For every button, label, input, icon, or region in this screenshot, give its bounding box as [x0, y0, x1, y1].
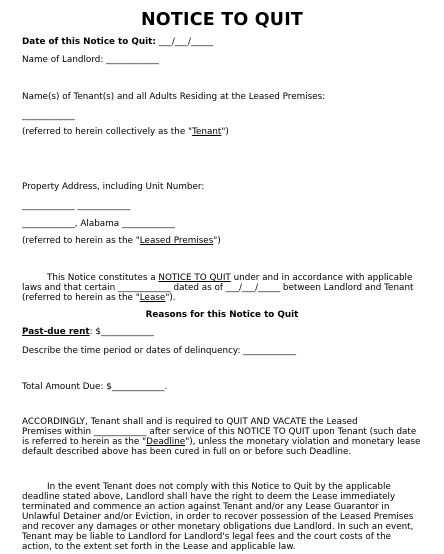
accordingly-line-1: ACCORDINGLY, Tenant shall and is required to QUIT AND VACATE the Leased	[22, 417, 358, 427]
event-paragraph	[22, 482, 422, 552]
past-due-rent-label: Past-due rent	[22, 327, 90, 337]
accordingly-paragraph	[22, 417, 422, 457]
document-title: NOTICE TO QUIT	[140, 10, 304, 30]
lease-defined-term: Lease	[139, 293, 166, 303]
tenant-defined-term: Tenant	[192, 127, 222, 137]
event-line-3: terminated and commence an action against Tenant and/or any Lease Guarantor in	[22, 502, 390, 512]
total-amount-due-field[interactable]: Total Amount Due: $____________.	[22, 382, 168, 392]
event-line-5: and recover any damages or other monetary obligations due Landlord. In such an event,	[22, 522, 414, 532]
tenant-reference-suffix: ")	[221, 127, 229, 137]
tenant-names-field[interactable]: ____________	[22, 111, 75, 121]
city-state-zip-field[interactable]: ____________, Alabama ____________	[22, 219, 175, 229]
property-address-field[interactable]: ____________ ____________	[22, 201, 131, 211]
intro-line-3: (referred to herein as the "Lease").	[22, 293, 176, 303]
notice-to-quit-term: NOTICE TO QUIT	[158, 273, 231, 283]
premises-reference-line	[22, 236, 221, 246]
delinquency-period-field[interactable]: Describe the time period or dates of delinquency: ____________	[22, 346, 297, 356]
reasons-heading: Reasons for this Notice to Quit	[145, 310, 299, 320]
intro-line-2[interactable]: laws and that certain ____________ dated as of ___/___/_____ between Landlord and Tenant	[22, 283, 414, 293]
event-line-1: In the event Tenant does not comply with this Notice to Quit by the applicable	[47, 482, 391, 492]
accordingly-line-3: is referred to herein as the "Deadline"), unless the monetary violation and monetary lease	[22, 437, 421, 447]
event-line-6: Tenant may be liable to Landlord for Landlord's legal fees and the court costs of the	[22, 532, 392, 542]
past-due-rent-field[interactable]: : $____________	[89, 327, 154, 337]
date-of-notice-line	[22, 37, 213, 47]
event-line-4: Unlawful Detainer and/or Eviction, in order to recover possession of the Leased Premises	[22, 512, 414, 522]
date-of-notice-label: Date of this Notice to Quit:	[22, 37, 156, 47]
accordingly-line-2[interactable]: Premises within ____________ after service of this NOTICE TO QUIT upon Tenant (such date	[22, 427, 417, 437]
accordingly-line-4: default described above has been cured in full on or before such Deadline.	[22, 447, 352, 457]
tenant-names-label: Name(s) of Tenant(s) and all Adults Residing at the Leased Premises:	[22, 92, 326, 102]
date-of-notice-field[interactable]: ___/___/_____	[155, 37, 213, 47]
deadline-defined-term: Deadline	[146, 437, 186, 447]
intro-paragraph	[22, 273, 422, 303]
tenant-reference-line	[22, 127, 229, 137]
premises-defined-term: Leased Premises	[139, 236, 214, 246]
event-line-2: deadline stated above, Landlord shall have the right to deem the Lease immediately	[22, 492, 396, 502]
property-address-label: Property Address, including Unit Number:	[22, 182, 205, 192]
intro-line-1: This Notice constitutes a NOTICE TO QUIT under and in accordance with applicable	[47, 273, 413, 283]
tenant-reference-prefix: (referred to herein collectively as the "	[22, 127, 193, 137]
past-due-rent-line	[22, 327, 154, 337]
event-line-7: action, to the extent set forth in the Lease and applicable law.	[22, 542, 296, 552]
premises-reference-suffix: ")	[213, 236, 221, 246]
premises-reference-prefix: (referred to herein as the "	[22, 236, 140, 246]
landlord-name-field[interactable]: Name of Landlord: ____________	[22, 55, 159, 65]
